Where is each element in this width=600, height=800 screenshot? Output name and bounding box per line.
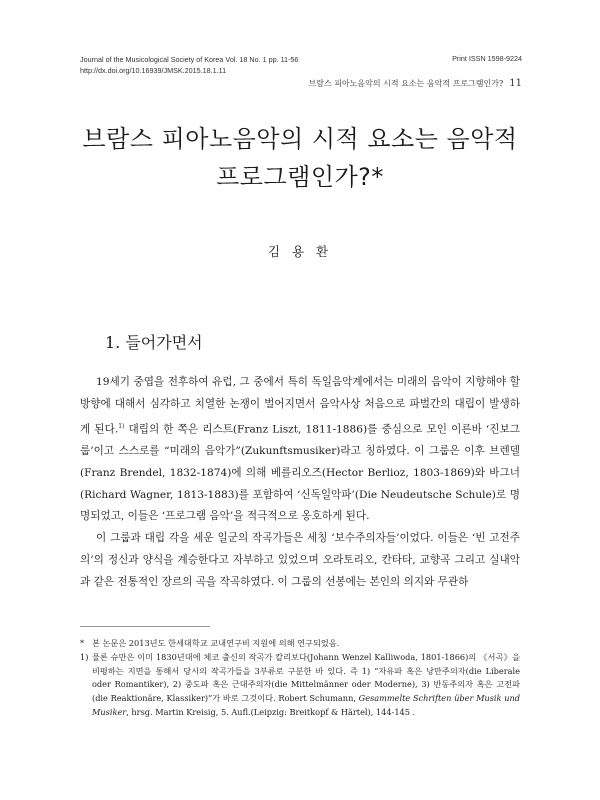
journal-header [80, 54, 298, 76]
doi-link[interactable]: http://dx.doi.org/10.16939/JMSK.2015.18.1.11 [80, 66, 227, 75]
footnote-1: 1) 물론 슈만은 이미 1830년대에 체코 출신의 작곡가 칼리보다(Johann Wenzel Kalliwoda, 1801-1866)의 《서곡》을 비평하는 지면을 통해서 당시의 작곡가들을 3부류로 구분한 바 있다. 즉 1) “자유파 혹은 낭만주의자(die Liberale oder Romantiker), 2) 중도파 혹은 근대주의자(die Mittelmänner oder Moderne), 3) 반동주의자 혹은 고전파(die Reaktionäre, Klassiker)”가 바로 그것이다. Robert Schumann, Gesammelte Schriften über Musik und Musiker, hrsg. Martin Kreisig, 5. Aufl.(Leipzig: Breitkopf & Härtel), 144-145 . [80, 651, 520, 717]
footnote-1-mark: 1) [80, 651, 89, 662]
issn-label: Print ISSN 1598-9224 [452, 54, 522, 63]
paragraph-1: 19세기 중엽을 전후하여 유럽, 그 중에서 특히 독일음악계에서는 미래의 음악이 지향해야 할 방향에 대해서 심각하고 치열한 논쟁이 벌어지면서 음악사상 처음으로 파벌간의 대립이 발생하게 된다.$^{1)}$ 대립의 한 쪽은 리스트(Franz Liszt, 1811-1886)를 중심으로 모인 이른바 ‘진보그룹’이고 스스로를 “미래의 음악가”(Zukunftsmusiker)라고 칭하였다. 이 그룹은 이후 브렌델(Franz Brendel, 1832-1874)에 의해 베를리오즈(Hector Berlioz, 1803-1869)와 바그너(Richard Wagner, 1813-1883)를 포함하여 ‘신독일악파’(Die Neudeutsche Schule)로 명명되었고, 이들은 ‘프로그램 음악’을 적극적으로 옹호하게 된다. [80, 376, 520, 523]
author-name: 김 용 환 [267, 244, 333, 259]
title-line-2: 프로그램인가?* [216, 163, 384, 191]
journal-citation: Journal of the Musicological Society of Korea Vol. 18 No. 1 pp. 11-56 [80, 55, 299, 64]
footnote-star-mark: * [80, 638, 85, 648]
footnote-star-text: 본 논문은 2013년도 한세대학교 교내연구비 지원에 의해 연구되었음. [92, 638, 340, 648]
footnotes [80, 637, 520, 720]
footnote-star [80, 637, 520, 651]
footnote-divider [80, 626, 210, 627]
footnote-ref-1[interactable]: 1) [118, 422, 125, 430]
section-heading: 1. 들어가면서 [105, 333, 203, 352]
body-text [80, 372, 520, 594]
title-line-1: 브람스 피아노음악의 시적 요소는 음악적 [82, 125, 518, 153]
article-title [60, 120, 540, 196]
book-title: Gesammelte Schriften über Musik und Musiker [92, 693, 520, 717]
running-title: 브람스 피아노음악의 시적 요소는 음악적 프로그램인가? [308, 79, 504, 88]
paragraph-2: 이 그룹과 대립 각을 세운 일군의 작곡가들은 세칭 ‘보수주의자들’이었다. 이들은 ‘빈 고전주의’의 정신과 양식을 계승한다고 자부하고 있었으며 오라토리오, 칸타타, 교향곡 그리고 실내악과 같은 전통적인 장르의 곡을 작곡하였다. 이 그룹의 선봉에는 본인의 의지와 무관하 [80, 532, 520, 588]
running-head [309, 78, 522, 89]
page-number: 11 [509, 78, 522, 89]
